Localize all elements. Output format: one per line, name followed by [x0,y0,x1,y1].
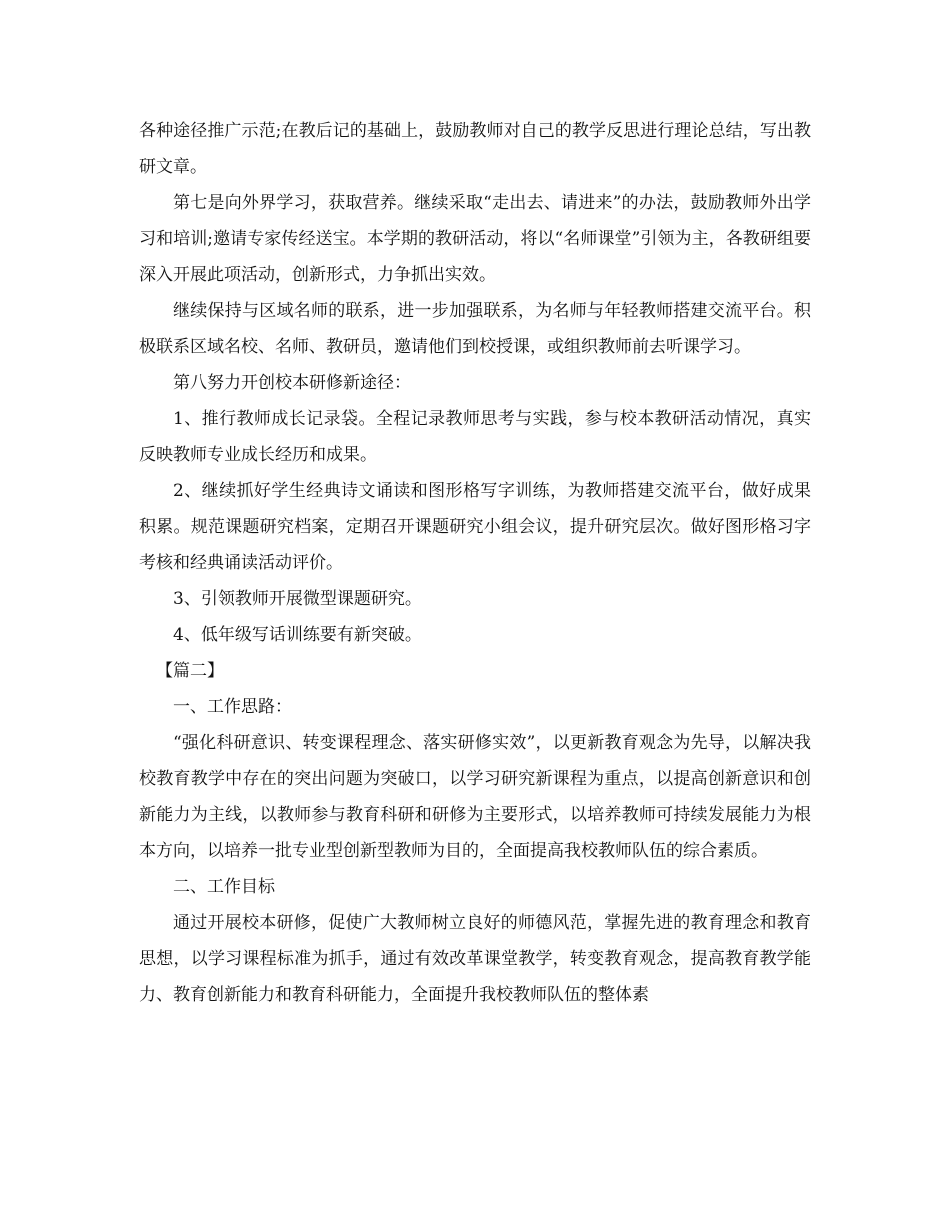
list-item: 2、继续抓好学生经典诗文诵读和图形格写字训练，为教师搭建交流平台，做好成果积累。规范课题研究档案，定期召开课题研究小组会议，提升研究层次。做好图形格习字考核和经典诵读活动评价。 [139,481,811,573]
paragraph: 第八努力开创校本研修新途径： [173,373,411,393]
paragraph: 各种途径推广示范;在教后记的基础上，鼓励教师对自己的教学反思进行理论总结，写出教研文章。 [139,121,811,177]
paragraph: 通过开展校本研修，促使广大教师树立良好的师德风范，掌握先进的教育理念和教育思想，以学习课程标准为抓手，通过有效改革课堂教学，转变教育观念，提高教育教学能力、教育创新能力和教育科研能力，全面提升我校教师队伍的整体素 [139,913,811,1005]
section-heading: 【篇二】 [156,661,224,681]
list-item: 4、低年级写话训练要有新突破。 [173,625,422,645]
subsection-heading: 二、工作目标 [173,877,275,897]
paragraph: 继续保持与区域名师的联系，进一步加强联系，为名师与年轻教师搭建交流平台。积极联系区域名校、名师、教研员，邀请他们到校授课，或组织教师前去听课学习。 [139,301,811,357]
subsection-heading: 一、工作思路： [173,697,292,717]
paragraph: “强化科研意识、转变课程理念、落实研修实效”，以更新教育观念为先导，以解决我校教育教学中存在的突出问题为突破口，以学习研究新课程为重点，以提高创新意识和创新能力为主线，以教师参与教育科研和研修为主要形式，以培养教师可持续发展能力为根本方向，以培养一批专业型创新型教师为目的，全面提高我校教师队伍的综合素质。 [139,733,811,861]
paragraph: 第七是向外界学习，获取营养。继续采取“走出去、请进来”的办法，鼓励教师外出学习和培训;邀请专家传经送宝。本学期的教研活动，将以“名师课堂”引领为主，各教研组要深入开展此项活动，创新形式，力争抓出实效。 [139,193,811,285]
document-body [139,113,811,1013]
list-item: 1、推行教师成长记录袋。全程记录教师思考与实践，参与校本教研活动情况，真实反映教师专业成长经历和成果。 [139,409,811,465]
list-item: 3、引领教师开展微型课题研究。 [173,589,422,609]
